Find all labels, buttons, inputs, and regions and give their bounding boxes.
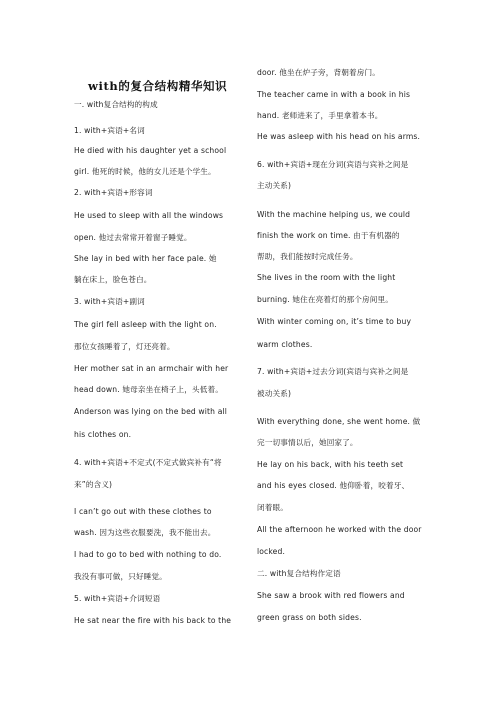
text-line: The girl fell asleep with the light on. [74,320,217,329]
text-line: warm clothes. [257,340,313,349]
text-line: girl. 他死的时候，他的女儿还是个学生。 [74,167,216,176]
text-line: 闭着眼。 [257,503,288,512]
text-line: All the afternoon he worked with the door [257,525,422,534]
text-line: 躺在床上，脸色苍白。 [74,275,152,284]
text-line: 那位女孩睡着了，灯还亮着。 [74,342,175,351]
subheading: 4. with+宾语+不定式(不定式做宾补有“将 [74,458,222,467]
text-line: She lay in bed with her face pale. 她 [74,254,217,263]
text-line: I can’t go out with these clothes to [74,507,212,516]
text-line: and his eyes closed. 他仰卧着，咬着牙、 [257,481,410,490]
text-line: 帮助，我们能按时完成任务。 [257,252,358,261]
text-line: The teacher came in with a book in his [257,90,411,99]
subheading: 1. with+宾语+名词 [74,126,145,135]
section-heading: 二. with复合结构作定语 [257,569,341,578]
text-line: He died with his daughter yet a school [74,146,227,155]
text-line: green grass on both sides. [257,613,362,622]
text-line: 我没有事可做，只好睡觉。 [74,572,167,581]
text-line: his clothes on. [74,430,132,439]
subheading: 被动关系) [257,389,292,398]
subheading: 主动关系) [257,181,292,190]
subheading: 来”的含义) [74,480,113,489]
text-line: hand. 老师进来了，手里拿着本书。 [257,111,383,120]
subheading: 6. with+宾语+现在分词(宾语与宾补之间是 [257,160,409,169]
text-line: He lay on his back, with his teeth set [257,460,404,469]
text-line: I had to go to bed with nothing to do. [74,550,222,559]
subheading: 7. with+宾语+过去分词(宾语与宾补之间是 [257,367,409,376]
text-line: With everything done, she went home. 做 [257,417,421,426]
text-line: 完一切事情以后，她回家了。 [257,438,358,447]
text-line: open. 他过去常常开着窗子睡觉。 [74,233,192,242]
text-line: She saw a brook with red flowers and [257,591,405,600]
text-line: With winter coming on, it’s time to buy [257,317,412,326]
text-line: Anderson was lying on the bed with all [74,407,228,416]
text-line: locked. [257,547,286,556]
document-title: with的复合结构精华知识 [88,79,228,93]
section-heading: 一. with复合结构的构成 [74,100,158,109]
text-line: wash. 因为这些衣服要洗，我不能出去。 [74,528,216,537]
text-line: He sat near the fire with his back to the [74,616,232,625]
text-line: door. 他坐在炉子旁，背朝着房门。 [257,68,380,77]
text-line: head down. 她母亲坐在椅子上，头低着。 [74,385,224,394]
subheading: 3. with+宾语+副词 [74,297,145,306]
text-line: finish the work on time. 由于有机器的 [257,231,400,240]
text-line: burning. 她住在亮着灯的那个房间里。 [257,295,394,304]
text-line: With the machine helping us, we could [257,210,411,219]
text-line: Her mother sat in an armchair with her [74,364,229,373]
text-line: She lives in the room with the light [257,273,396,282]
subheading: 5. with+宾语+介词短语 [74,594,161,603]
text-line: He was asleep with his head on his arms. [257,132,421,141]
subheading: 2. with+宾语+形容词 [74,188,153,197]
text-line: He used to sleep with all the windows [74,211,224,220]
